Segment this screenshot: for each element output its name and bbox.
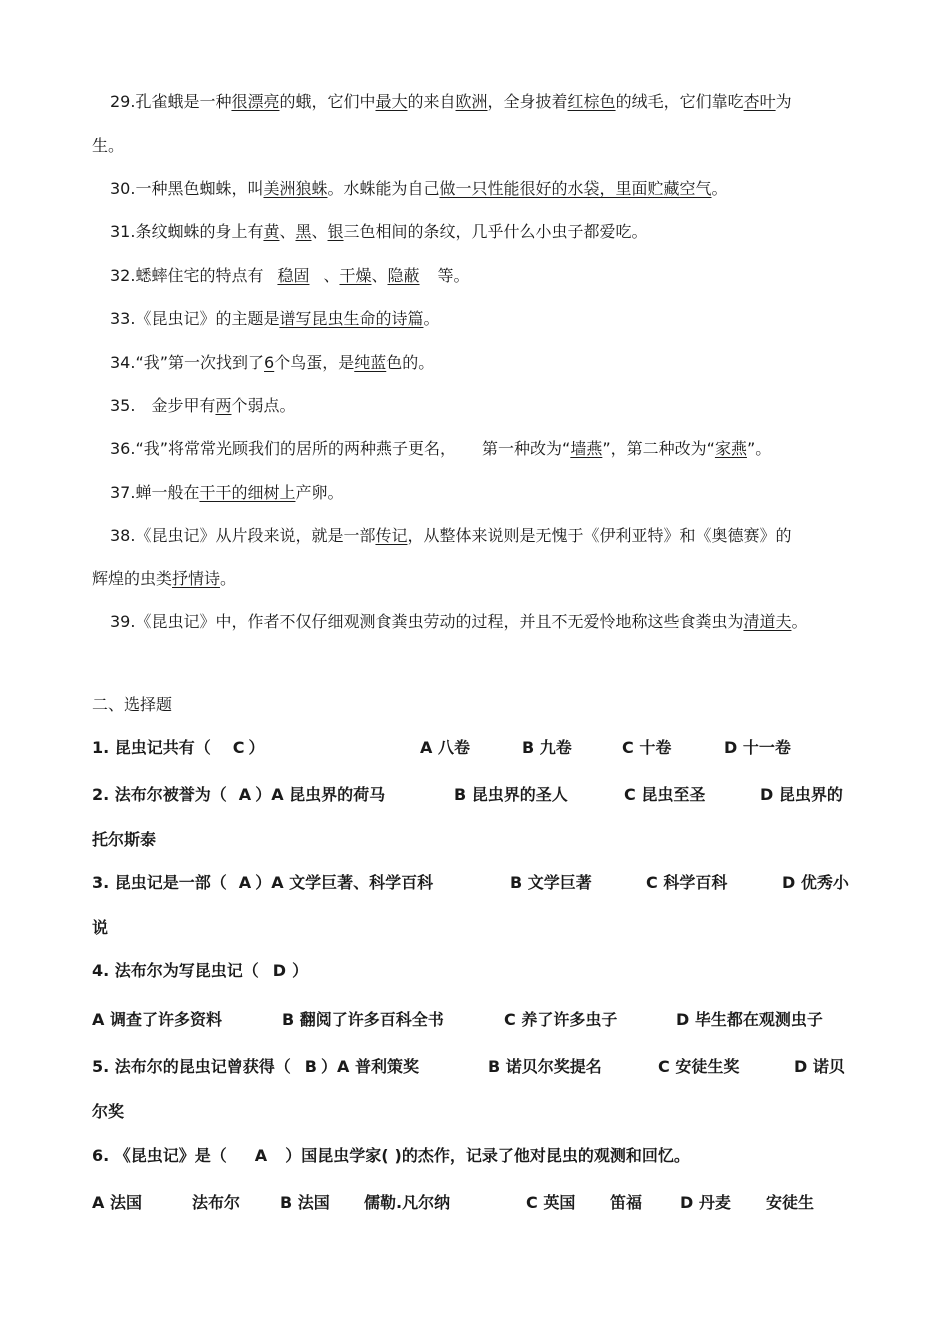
answer: 最大	[375, 92, 408, 111]
answer: A	[238, 785, 252, 804]
answer: 做一只性能很好的水袋，里面贮藏空气	[439, 179, 712, 198]
answer: 传记	[375, 526, 408, 545]
answer: C	[232, 738, 245, 757]
option-a: A 调查了许多资料	[92, 1010, 222, 1029]
option-a: A 文学巨著、科学百科	[271, 873, 434, 892]
option-a: A 普利策奖	[337, 1057, 419, 1076]
fill-question-39: 39.《昆虫记》中，作者不仅仔细观测食粪虫劳动的过程，并且不无爱怜地称这些食粪虫为清道夫。	[110, 612, 808, 631]
choice-question-4: 4. 法布尔为写昆虫记（ D ）	[92, 961, 309, 980]
option-d: D 毕生都在观测虫子	[676, 1010, 823, 1029]
answer: 银	[327, 222, 344, 241]
choice-question-5: 5. 法布尔的昆虫记曾获得（ B ）A 普利策奖 B 诺贝尔奖提名 C 安徒生奖 D 诺贝	[92, 1055, 872, 1079]
choice-question-2-cont: 托尔斯泰	[92, 830, 157, 849]
answer: 美洲狼蛛	[263, 179, 328, 198]
answer: 很漂亮	[231, 92, 280, 111]
option-d: D 诺贝	[794, 1057, 845, 1076]
answer: 6	[264, 353, 275, 372]
answer: 纯蓝	[354, 353, 387, 372]
option-d: D 优秀小	[782, 873, 849, 892]
option-c: C 科学百科	[646, 873, 728, 892]
choice-question-1: 1. 昆虫记共有（ C ） A 八卷 B 九卷 C 十卷 D 十一卷	[92, 736, 872, 760]
option-b: B 诺贝尔奖提名	[488, 1057, 602, 1076]
choice-question-6: 6. 《昆虫记》是（ A ）国昆虫学家( )的杰作，记录了他对昆虫的观测和回忆。	[92, 1146, 690, 1165]
fill-question-38: 38.《昆虫记》从片段来说，就是一部传记，从整体来说则是无愧于《伊利亚特》和《奥德赛》的	[110, 526, 792, 545]
option-c: C 十卷	[622, 738, 672, 757]
option-d-name: 安徒生	[766, 1193, 815, 1212]
fill-question-31: 31.条纹蜘蛛的身上有黄、黑、银三色相间的条纹，几乎什么小虫子都爱吃。	[110, 222, 648, 241]
fill-question-29: 29.孔雀蛾是一种很漂亮的蛾，它们中最大的来自欧洲，全身披着红棕色的绒毛，它们靠吃杏叶为	[110, 92, 792, 111]
option-c: C 安徒生奖	[658, 1057, 740, 1076]
option-c-name: 笛福	[610, 1193, 643, 1212]
option-c: C 养了许多虫子	[504, 1010, 618, 1029]
fill-question-37: 37.蝉一般在干干的细树上产卵。	[110, 483, 344, 502]
fill-question-34: 34.“我”第一次找到了6个鸟蛋，是纯蓝色的。	[110, 353, 435, 372]
option-c: C 英国	[526, 1193, 576, 1212]
answer: 杏叶	[743, 92, 776, 111]
fill-question-38-cont: 辉煌的虫类抒情诗。	[92, 569, 237, 588]
answer: 谱写昆虫生命的诗篇	[279, 309, 424, 328]
fill-question-30: 30.一种黑色蜘蛛，叫美洲狼蛛。水蛛能为自己做一只性能很好的水袋，里面贮藏空气。	[110, 179, 728, 198]
answer: 黑	[295, 222, 312, 241]
section-heading: 二、选择题	[92, 695, 173, 714]
answer: 墙燕	[570, 439, 603, 458]
choice-question-5-cont: 尔奖	[92, 1102, 125, 1121]
choice-question-3: 3. 昆虫记是一部（ A ）A 文学巨著、科学百科 B 文学巨著 C 科学百科 D 优秀小	[92, 871, 872, 895]
answer: A	[238, 873, 252, 892]
option-c: C 昆虫至圣	[624, 785, 706, 804]
answer: A	[254, 1146, 268, 1165]
option-d: D 丹麦	[680, 1193, 731, 1212]
answer: B	[304, 1057, 317, 1076]
answer: 红棕色	[567, 92, 616, 111]
answer: 稳固	[277, 266, 310, 285]
answer: 家燕	[714, 439, 747, 458]
answer: 隐蔽	[387, 266, 420, 285]
option-b: B 翻阅了许多百科全书	[282, 1010, 444, 1029]
option-d: D 十一卷	[724, 738, 791, 757]
answer: 干燥	[339, 266, 372, 285]
answer: 欧洲	[455, 92, 488, 111]
fill-question-29-cont: 生。	[92, 136, 125, 155]
answer: 干干的细树上	[199, 483, 296, 502]
choice-question-3-cont: 说	[92, 918, 109, 937]
choice-question-2: 2. 法布尔被誉为（ A ）A 昆虫界的荷马 B 昆虫界的圣人 C 昆虫至圣 D 昆虫界的	[92, 783, 872, 807]
fill-question-33: 33.《昆虫记》的主题是谱写昆虫生命的诗篇。	[110, 309, 440, 328]
answer: 抒情诗	[172, 569, 221, 588]
option-a: A 昆虫界的荷马	[271, 785, 386, 804]
fill-question-36: 36.“我”将常常光顾我们的居所的两种燕子更名， 第一种改为“墙燕”，第二种改为“家燕”。	[110, 439, 772, 458]
option-b: B 法国	[280, 1193, 330, 1212]
answer: 黄	[263, 222, 280, 241]
option-a-name: 法布尔	[192, 1193, 241, 1212]
option-b: B 九卷	[522, 738, 572, 757]
option-a: A 法国	[92, 1193, 142, 1212]
option-b: B 昆虫界的圣人	[454, 785, 568, 804]
option-b: B 文学巨著	[510, 873, 592, 892]
answer: D	[272, 961, 287, 980]
fill-question-35: 35. 金步甲有两个弱点。	[110, 396, 296, 415]
answer: 清道夫	[743, 612, 792, 631]
option-a: A 八卷	[420, 738, 470, 757]
option-b-name: 儒勒.凡尔纳	[364, 1193, 451, 1212]
fill-question-32: 32.蟋蟀住宅的特点有 稳固 、干燥、隐蔽 等。	[110, 266, 470, 285]
option-d: D 昆虫界的	[760, 785, 843, 804]
answer: 两	[215, 396, 232, 415]
